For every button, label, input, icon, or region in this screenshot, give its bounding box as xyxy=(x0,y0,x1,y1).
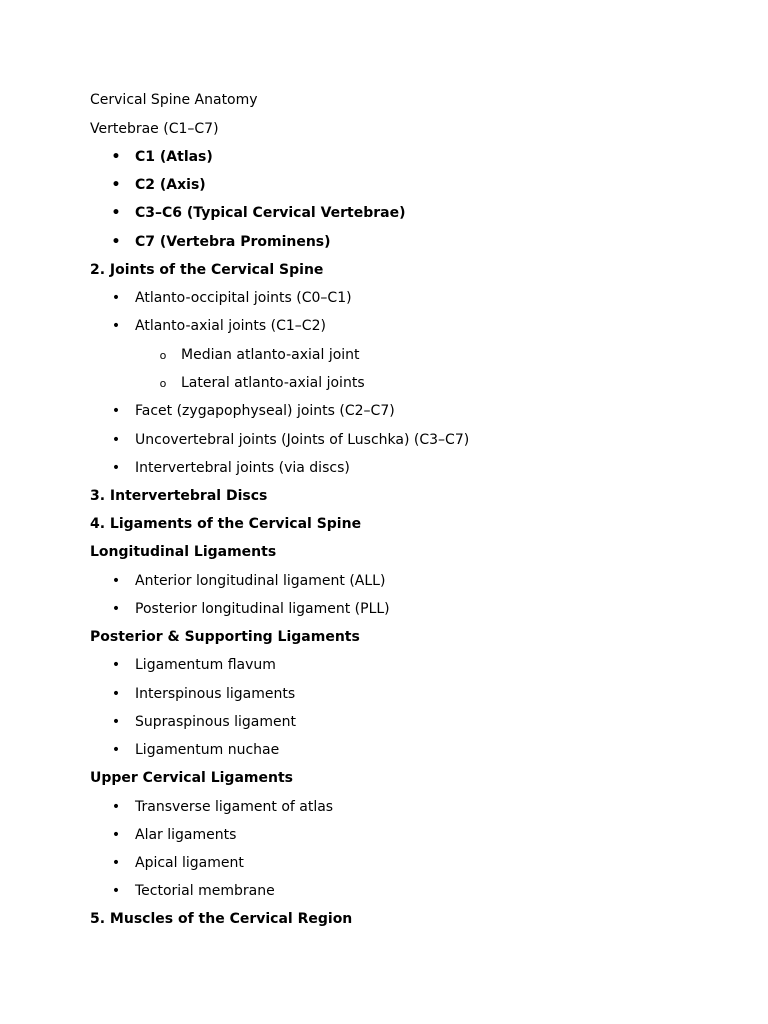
list-item-ligament xyxy=(111,853,244,873)
list-item-ligament xyxy=(111,825,237,845)
bullet-icon: • xyxy=(111,234,121,250)
list-item-label: Tectorial membrane xyxy=(135,883,275,899)
list-item-vertebra xyxy=(111,232,331,252)
list-subitem-joint xyxy=(159,373,365,393)
bullet-icon: • xyxy=(111,403,121,419)
list-item-label: Interspinous ligaments xyxy=(135,686,296,702)
list-item-ligament xyxy=(111,599,390,619)
joints-heading: 2. Joints of the Cervical Spine xyxy=(90,262,324,278)
hollow-bullet-icon: o xyxy=(159,349,167,362)
vertebrae-heading: Vertebrae (C1–C7) xyxy=(90,121,219,137)
list-item-ligament xyxy=(111,881,275,901)
bullet-icon: • xyxy=(111,799,121,815)
list-item-joint xyxy=(111,288,352,308)
list-item-label: Intervertebral joints (via discs) xyxy=(135,460,350,476)
list-item-label: Posterior longitudinal ligament (PLL) xyxy=(135,601,390,617)
ligaments-heading: 4. Ligaments of the Cervical Spine xyxy=(90,516,362,532)
list-item-label: Atlanto-axial joints (C1–C2) xyxy=(135,318,326,334)
list-item-label: C3–C6 (Typical Cervical Vertebrae) xyxy=(135,205,406,221)
upper-cervical-ligaments-heading: Upper Cervical Ligaments xyxy=(90,770,293,786)
bullet-icon: • xyxy=(111,714,121,730)
list-item-label: Median atlanto-axial joint xyxy=(181,347,360,363)
hollow-bullet-icon: o xyxy=(159,377,167,390)
list-item-label: Apical ligament xyxy=(135,855,244,871)
bullet-icon: • xyxy=(111,177,121,193)
bullet-icon: • xyxy=(111,742,121,758)
discs-heading: 3. Intervertebral Discs xyxy=(90,488,268,504)
list-item-label: Atlanto-occipital joints (C0–C1) xyxy=(135,290,352,306)
list-item-label: Ligamentum nuchae xyxy=(135,742,280,758)
list-item-vertebra xyxy=(111,147,213,167)
list-item-joint xyxy=(111,458,350,478)
list-subitem-joint xyxy=(159,345,360,365)
longitudinal-ligaments-heading: Longitudinal Ligaments xyxy=(90,544,277,560)
list-item-label: Facet (zygapophyseal) joints (C2–C7) xyxy=(135,403,395,419)
list-item-ligament xyxy=(111,571,386,591)
bullet-icon: • xyxy=(111,573,121,589)
list-item-ligament xyxy=(111,712,296,732)
posterior-ligaments-heading: Posterior & Supporting Ligaments xyxy=(90,629,360,645)
bullet-icon: • xyxy=(111,686,121,702)
bullet-icon: • xyxy=(111,432,121,448)
bullet-icon: • xyxy=(111,205,121,221)
bullet-icon: • xyxy=(111,657,121,673)
list-item-ligament xyxy=(111,740,280,760)
list-item-ligament xyxy=(111,797,334,817)
list-item-label: C7 (Vertebra Prominens) xyxy=(135,234,331,250)
list-item-label: Anterior longitudinal ligament (ALL) xyxy=(135,573,386,589)
list-item-joint xyxy=(111,430,470,450)
bullet-icon: • xyxy=(111,883,121,899)
bullet-icon: • xyxy=(111,855,121,871)
list-item-vertebra xyxy=(111,203,406,223)
list-item-label: Uncovertebral joints (Joints of Luschka) (C3–C7) xyxy=(135,432,470,448)
list-item-joint xyxy=(111,316,326,336)
bullet-icon: • xyxy=(111,318,121,334)
list-item-ligament xyxy=(111,684,296,704)
list-item-label: Transverse ligament of atlas xyxy=(135,799,334,815)
muscles-heading: 5. Muscles of the Cervical Region xyxy=(90,911,353,927)
list-item-joint xyxy=(111,401,395,421)
bullet-icon: • xyxy=(111,149,121,165)
bullet-icon: • xyxy=(111,290,121,306)
bullet-icon: • xyxy=(111,460,121,476)
document-title: Cervical Spine Anatomy xyxy=(90,92,258,108)
list-item-label: Lateral atlanto-axial joints xyxy=(181,375,365,391)
bullet-icon: • xyxy=(111,827,121,843)
list-item-label: Alar ligaments xyxy=(135,827,237,843)
list-item-label: Supraspinous ligament xyxy=(135,714,296,730)
bullet-icon: • xyxy=(111,601,121,617)
list-item-vertebra xyxy=(111,175,206,195)
list-item-label: Ligamentum flavum xyxy=(135,657,276,673)
list-item-label: C1 (Atlas) xyxy=(135,149,213,165)
list-item-ligament xyxy=(111,655,276,675)
list-item-label: C2 (Axis) xyxy=(135,177,206,193)
